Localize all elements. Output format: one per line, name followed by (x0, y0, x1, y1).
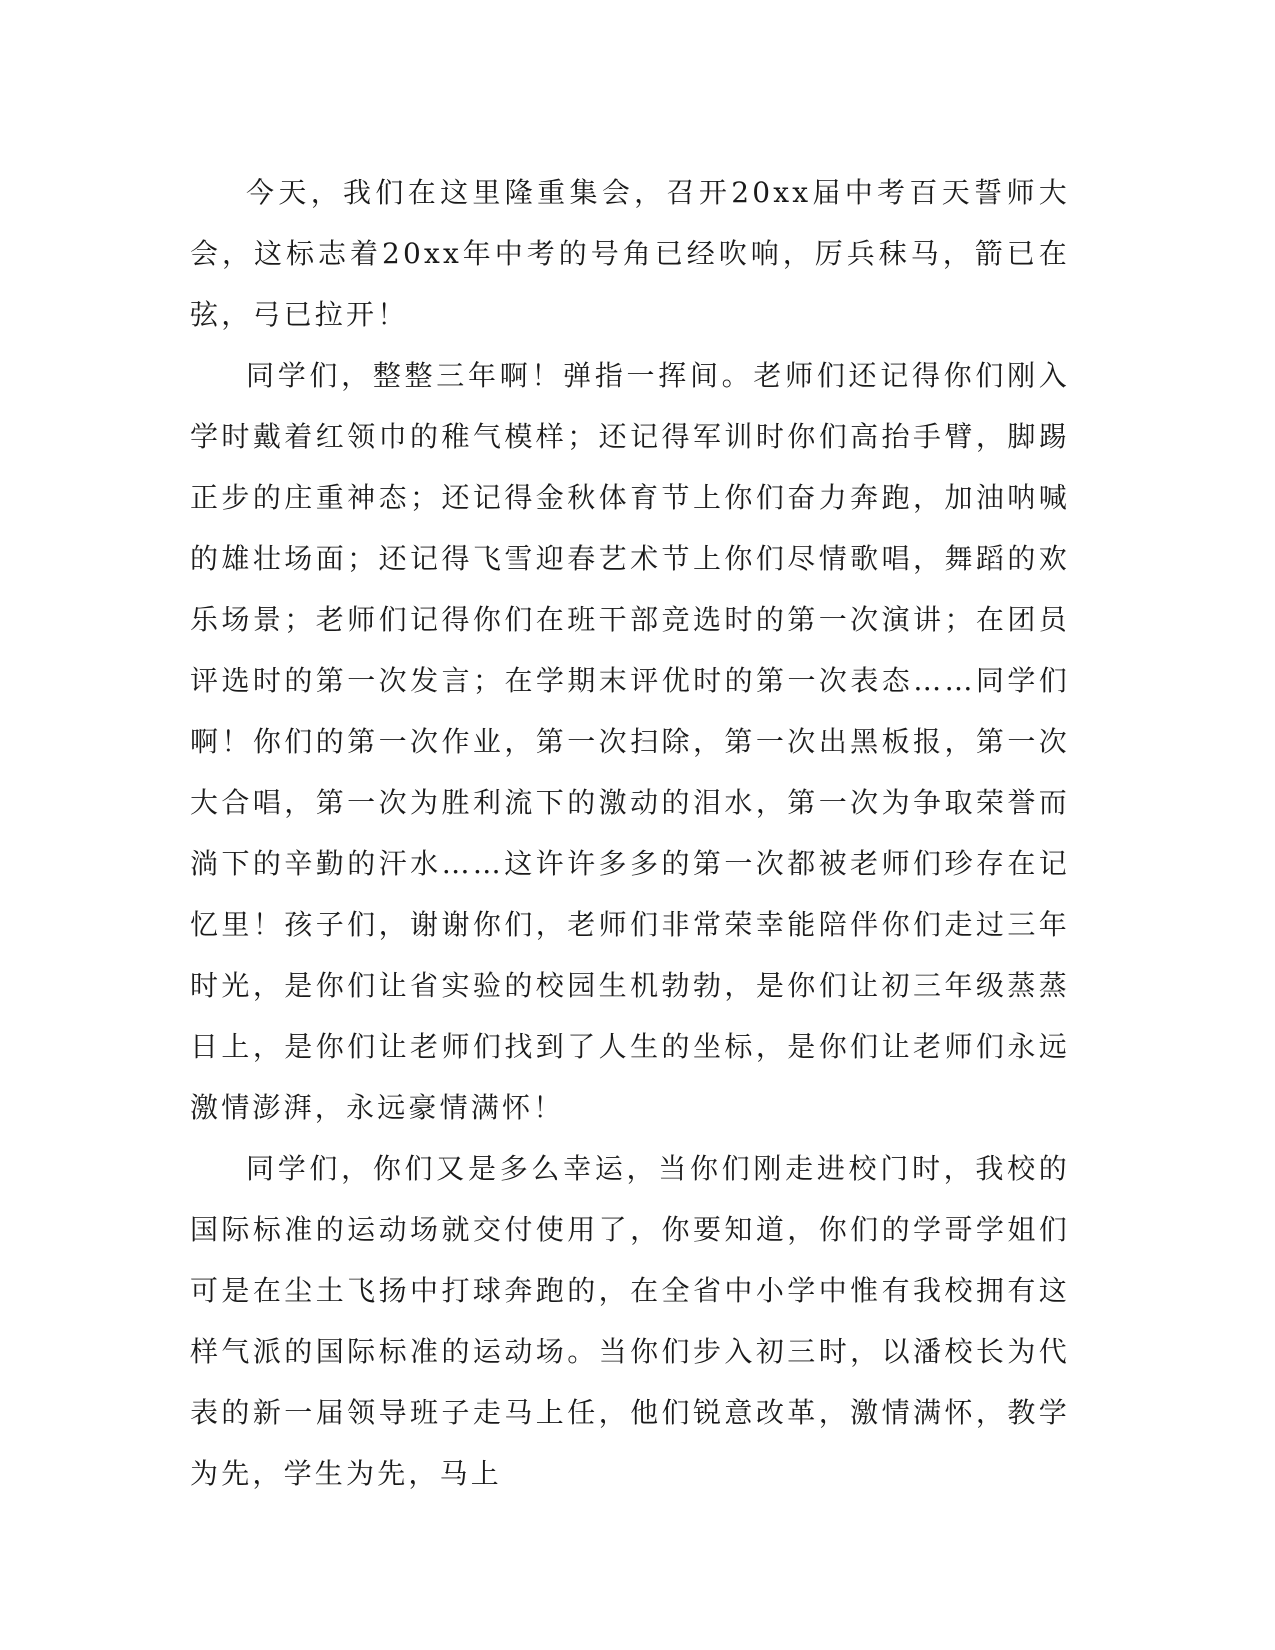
document-body (190, 162, 1070, 1504)
paragraph-3: 同学们，你们又是多么幸运，当你们刚走进校门时，我校的国际标准的运动场就交付使用了，你要知道，你们的学哥学姐们可是在尘土飞扬中打球奔跑的，在全省中小学中惟有我校拥有这样气派的国际标准的运动场。当你们步入初三时，以潘校长为代表的新一届领导班子走马上任，他们锐意改革，激情满怀，教学为先，学生为先，马上 (190, 1152, 1070, 1490)
paragraph-1: 今天，我们在这里隆重集会，召开20xx届中考百天誓师大会，这标志着20xx年中考的号角已经吹响，厉兵秣马，箭已在弦，弓已拉开！ (190, 176, 1070, 331)
paragraph-2: 同学们，整整三年啊！弹指一挥间。老师们还记得你们刚入学时戴着红领巾的稚气模样；还记得军训时你们高抬手臂，脚踢正步的庄重神态；还记得金秋体育节上你们奋力奔跑，加油呐喊的雄壮场面；还记得飞雪迎春艺术节上你们尽情歌唱，舞蹈的欢乐场景；老师们记得你们在班干部竞选时的第一次演讲；在团员评选时的第一次发言；在学期末评优时的第一次表态……同学们啊！你们的第一次作业，第一次扫除，第一次出黑板报，第一次大合唱，第一次为胜利流下的激动的泪水，第一次为争取荣誉而淌下的辛勤的汗水……这许许多多的第一次都被老师们珍存在记忆里！孩子们，谢谢你们，老师们非常荣幸能陪伴你们走过三年时光，是你们让省实验的校园生机勃勃，是你们让初三年级蒸蒸日上，是你们让老师们找到了人生的坐标，是你们让老师们永远激情澎湃，永远豪情满怀！ (190, 359, 1070, 1124)
